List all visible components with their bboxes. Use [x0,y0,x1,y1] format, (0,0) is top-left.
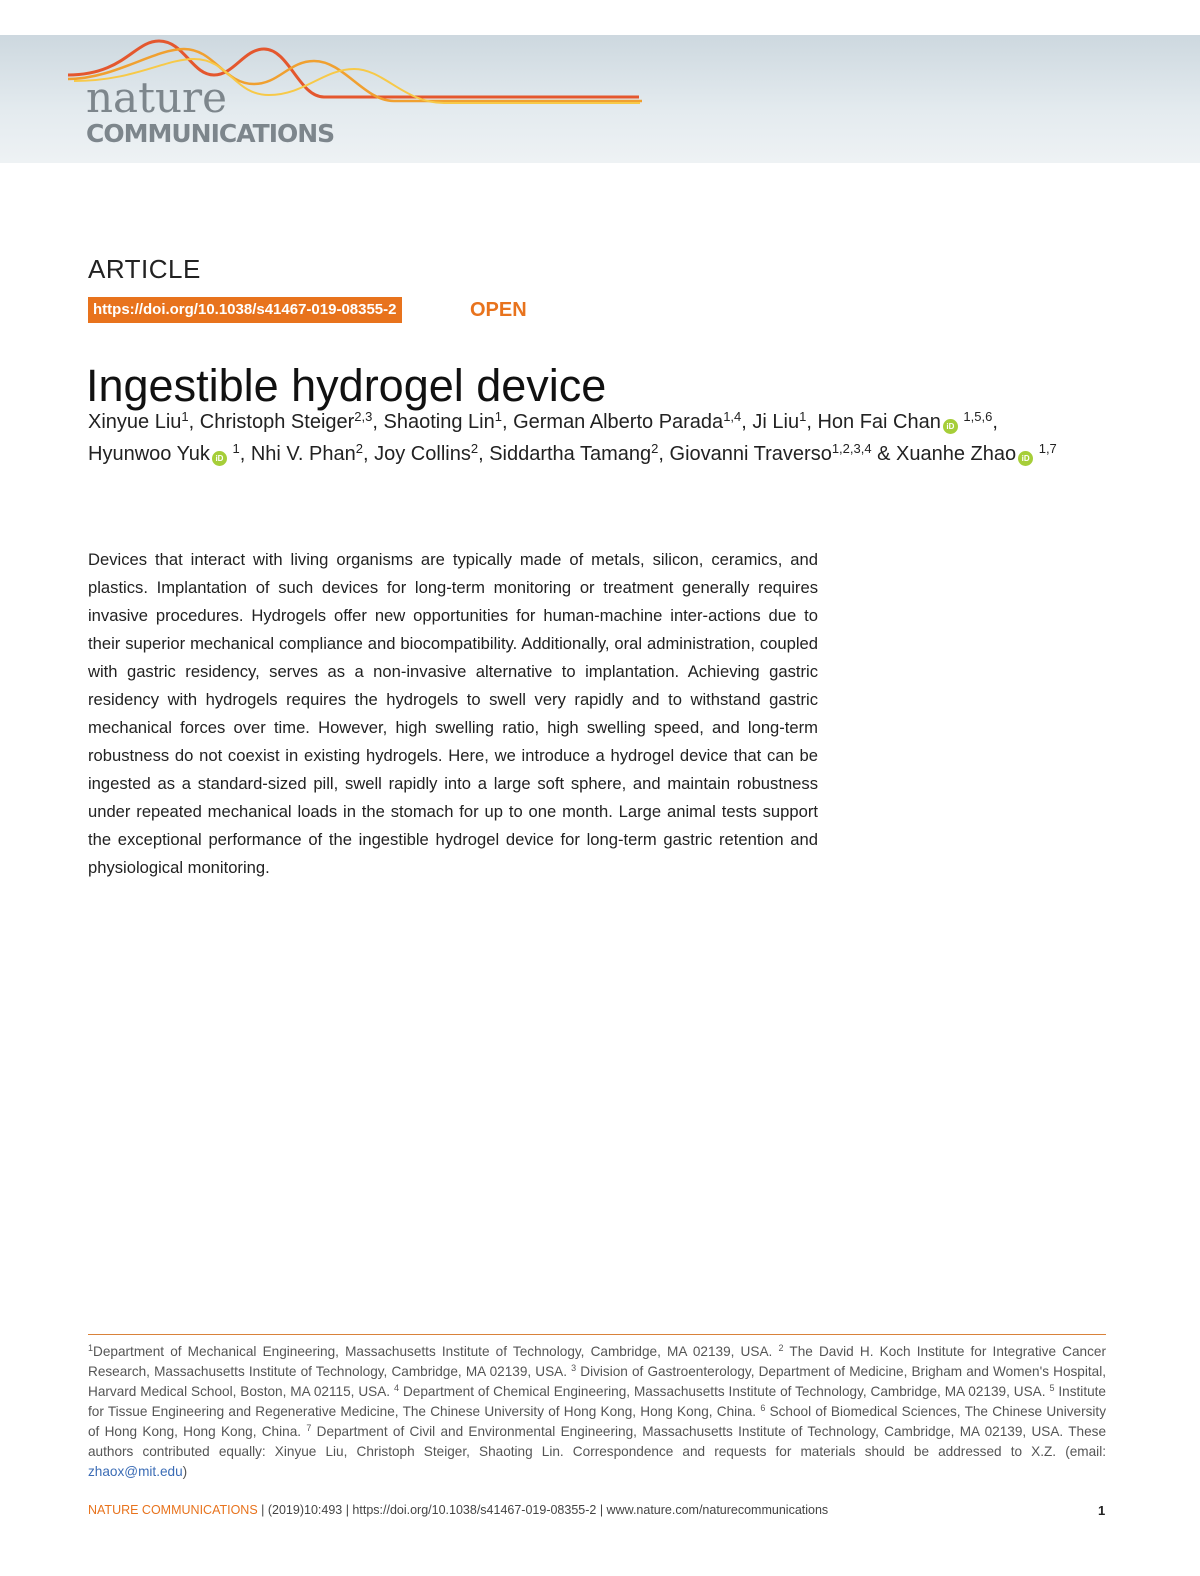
author-name[interactable]: Shaoting Lin [383,411,495,433]
orcid-icon[interactable]: iD [212,451,227,466]
author-name[interactable]: Hon Fai Chan [817,411,941,433]
author-name[interactable]: German Alberto Parada [513,411,724,433]
author-affil-sup: 1,5,6 [963,409,993,424]
affiliation-text: Department of Chemical Engineering, Massachusetts Institute of Technology, Cambridge, MA 02139, USA. [402,1384,1046,1399]
logo-communications-text: COMMUNICATIONS [86,119,335,148]
author-ampersand: & [877,443,891,465]
author-affil-sup: 2,3 [354,409,373,424]
affil-sup: 7 [306,1423,312,1433]
footer-citation: | (2019)10:493 | https://doi.org/10.1038/s41467-019-08355-2 | www.nature.com/naturecommunications [257,1503,829,1517]
author-name[interactable]: Christoph Steiger [199,411,355,433]
author-affil-sup: 1,4 [723,409,742,424]
abstract-paragraph: Devices that interact with living organisms are typically made of metals, silicon, ceramics, and plastics. Implantation of such devices for long-term monitoring or treatment generally requires invasive procedures. Hydrogels offer new opportunities for human-machine inter-actions due to their superior mechanical compliance and biocompatibility. Additionally, oral administration, coupled with gastric residency, serves as a non-invasive alternative to implantation. Achieving gastric residency with hydrogels requires the hydrogels to swell very rapidly and to withstand gastric mechanical forces over time. However, high swelling ratio, high swelling speed, and long-term robustness do not coexist in existing hydrogels. Here, we introduce a hydrogel device that can be ingested as a standard-sized pill, swell rapidly into a large soft sphere, and maintain robustness under repeated mechanical loads in the stomach for up to one month. Large animal tests support the exceptional performance of the ingestible hydrogel device for long-term gastric retention and physiological monitoring. [88,550,818,877]
author-affil-sup: 1 [181,409,189,424]
author-affil-sup: 1 [494,409,502,424]
article-title: Ingestible hydrogel device [86,360,607,412]
open-access-label: OPEN [470,299,527,321]
author-affil-sup: 1 [232,441,240,456]
doi-link[interactable]: https://doi.org/10.1038/s41467-019-08355-2 [88,297,402,323]
author-affil-sup: 2 [651,441,659,456]
author-affil-sup: 1 [799,409,807,424]
affiliation-text: Institute for Tissue Engineering and Regenerative Medicine, The Chinese University of Hong Kong, Hong Kong, China. [88,1384,1106,1419]
affiliation-text: The David H. Koch Institute for Integrative Cancer Research, Massachusetts Institute of Technology, Cambridge, MA 02139, USA. [88,1344,1107,1379]
author-name[interactable]: Xuanhe Zhao [896,443,1017,465]
orcid-icon[interactable]: iD [943,419,958,434]
orcid-icon[interactable]: iD [1018,451,1033,466]
author-list: Xinyue Liu$^1$, Christoph Steiger$^{2,3}$, Shaoting Lin$^1$, German Alberto Parada$^{1,4}$, Ji Liu$^1$, Hon Fai Chan iD $^{1,5,6}$, Hyunwoo Yuk iD $^1$, Nhi V. Phan$^2$, Joy Collins$^2$, Siddartha Tamang$^2$, Giovanni Traverso$^{1,2,3,4}$ & Xuanhe Zhao iD $^{1,7}$ [88,409,1057,465]
article-type-label: ARTICLE [88,254,201,284]
author-name[interactable]: Xinyue Liu [88,411,182,433]
author-name[interactable]: Siddartha Tamang [489,443,652,465]
affil-sup: 1 [88,1343,94,1353]
affiliation-text: Division of Gastroenterology, Department of Medicine, Brigham and Women's Hospital, Harvard Medical School, Boston, MA 02115, USA. [88,1364,1107,1399]
journal-banner [0,35,1200,163]
page-number: 1 [1098,1503,1106,1518]
author-name[interactable]: Hyunwoo Yuk [88,443,210,465]
affiliations-note: These authors contributed equally: Xinyue Liu, Christoph Steiger, Shaoting Lin. Correspondence and requests for materials should be addressed to X.Z. (email: [88,1424,1107,1459]
affiliations-close: ) [182,1464,188,1479]
affiliation-text: Department of Civil and Environmental Engineering, Massachusetts Institute of Technology, Cambridge, MA 02139, USA. [316,1424,1064,1439]
author-name[interactable]: Nhi V. Phan [250,443,356,465]
page-footer [88,1503,828,1517]
author-affil-sup: 2 [470,441,479,456]
affil-sup: 4 [394,1383,400,1393]
affil-sup: 2 [778,1343,784,1353]
author-affil-sup: 1,7 [1038,441,1057,456]
affiliations-block [88,1342,1106,1482]
affil-sup: 5 [1049,1383,1055,1393]
affil-sup: 6 [760,1403,766,1413]
author-name[interactable]: Giovanni Traverso [669,443,832,465]
affiliation-text: Department of Mechanical Engineering, Massachusetts Institute of Technology, Cambridge, MA 02139, USA. [93,1344,773,1359]
affiliation-text: School of Biomedical Sciences, The Chinese University of Hong Kong, Hong Kong, China. [88,1404,1107,1439]
footer-journal-name: NATURE COMMUNICATIONS [88,1503,258,1517]
logo-nature-text: nature [86,73,227,122]
author-affil-sup: 2 [355,441,363,456]
author-affil-sup: 1,2,3,4 [831,441,872,456]
author-name[interactable]: Ji Liu [752,411,800,433]
affil-sup: 3 [571,1363,577,1373]
affiliations-divider [88,1334,1106,1335]
author-name[interactable]: Joy Collins [374,443,471,465]
correspondence-email-link[interactable]: zhaox@mit.edu [88,1464,183,1479]
